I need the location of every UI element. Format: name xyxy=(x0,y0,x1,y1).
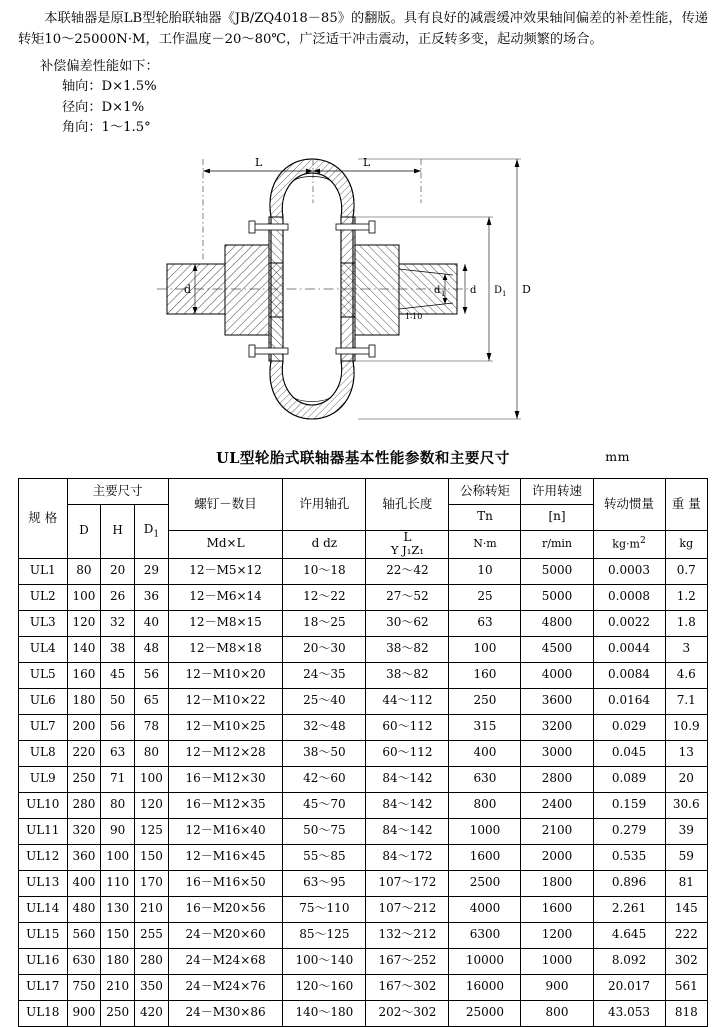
th-bore-length: 轴孔长度 xyxy=(366,478,449,530)
cell-screw: 16－M12×35 xyxy=(168,792,283,818)
cell-screw: 24－M30×86 xyxy=(168,1000,283,1026)
table-row xyxy=(19,688,708,714)
cell-len: 60～112 xyxy=(366,714,449,740)
cell-weight: 1.8 xyxy=(665,610,707,636)
cell-screw: 12－M16×45 xyxy=(168,844,283,870)
cell-len: 27～52 xyxy=(366,584,449,610)
cell-inertia: 0.0022 xyxy=(593,610,665,636)
cell-spec: UL14 xyxy=(19,896,68,922)
label-d-right: d xyxy=(470,284,477,296)
cell-weight: 20 xyxy=(665,766,707,792)
cell-len: 84～142 xyxy=(366,766,449,792)
cell-speed: 2000 xyxy=(521,844,593,870)
cell-H: 250 xyxy=(101,1000,135,1026)
cell-speed: 2800 xyxy=(521,766,593,792)
cell-D1: 255 xyxy=(135,922,169,948)
cell-speed: 900 xyxy=(521,974,593,1000)
cell-D: 400 xyxy=(67,870,101,896)
label-D: D xyxy=(522,282,531,296)
cell-len: 44～112 xyxy=(366,688,449,714)
cell-bore: 100～140 xyxy=(283,948,366,974)
cell-spec: UL15 xyxy=(19,922,68,948)
th-col-length xyxy=(366,530,449,558)
cell-screw: 12－M10×25 xyxy=(168,714,283,740)
cell-D1: 125 xyxy=(135,818,169,844)
cell-inertia: 0.045 xyxy=(593,740,665,766)
table-caption xyxy=(0,447,726,468)
th-col-bore: d dz xyxy=(283,530,366,558)
cell-weight: 7.1 xyxy=(665,688,707,714)
th-col-length-types: Y J₁Z₁ xyxy=(390,543,424,558)
cell-torque: 10000 xyxy=(449,948,521,974)
cell-weight: 222 xyxy=(665,922,707,948)
cell-screw: 12－M10×20 xyxy=(168,662,283,688)
cell-len: 22～42 xyxy=(366,558,449,584)
cell-spec: UL10 xyxy=(19,792,68,818)
table-row xyxy=(19,584,708,610)
cell-H: 26 xyxy=(101,584,135,610)
th-speed: 许用转速 xyxy=(521,478,593,504)
cell-len: 84～142 xyxy=(366,792,449,818)
cell-H: 56 xyxy=(101,714,135,740)
cell-inertia: 2.261 xyxy=(593,896,665,922)
table-row xyxy=(19,974,708,1000)
cell-torque: 400 xyxy=(449,740,521,766)
cell-inertia: 0.029 xyxy=(593,714,665,740)
cell-bore: 18～25 xyxy=(283,610,366,636)
cell-bore: 12～22 xyxy=(283,584,366,610)
cell-inertia: 0.0164 xyxy=(593,688,665,714)
cell-speed: 2400 xyxy=(521,792,593,818)
tolerance-item-radial: 径向：D×1% xyxy=(62,99,145,115)
spec-table xyxy=(18,478,708,1027)
cell-spec: UL2 xyxy=(19,584,68,610)
cell-weight: 0.7 xyxy=(665,558,707,584)
th-col-torque: Tn xyxy=(449,504,521,530)
cell-torque: 1000 xyxy=(449,818,521,844)
cell-bore: 20～30 xyxy=(283,636,366,662)
cell-spec: UL9 xyxy=(19,766,68,792)
cell-torque: 100 xyxy=(449,636,521,662)
cell-weight: 561 xyxy=(665,974,707,1000)
cell-spec: UL12 xyxy=(19,844,68,870)
cell-spec: UL17 xyxy=(19,974,68,1000)
table-row xyxy=(19,922,708,948)
cell-weight: 13 xyxy=(665,740,707,766)
cell-D: 220 xyxy=(67,740,101,766)
intro-paragraph: 本联轴器是原LB型轮胎联轴器《JB/ZQ4018－85》的翻版。具有良好的减震缓冲效果轴间偏差的补差性能，传递转矩10～25000N·M，工作温度－20～80℃，广泛适干冲击震动，正反转多变，起动频繁的场合。 xyxy=(18,11,708,48)
table-row xyxy=(19,896,708,922)
cell-spec: UL6 xyxy=(19,688,68,714)
cell-bore: 10～18 xyxy=(283,558,366,584)
cell-H: 100 xyxy=(101,844,135,870)
cell-spec: UL1 xyxy=(19,558,68,584)
cell-bore: 42～60 xyxy=(283,766,366,792)
cell-D1: 350 xyxy=(135,974,169,1000)
cell-D1: 65 xyxy=(135,688,169,714)
cell-D: 360 xyxy=(67,844,101,870)
table-row xyxy=(19,870,708,896)
cell-screw: 24－M24×68 xyxy=(168,948,283,974)
cell-D1: 56 xyxy=(135,662,169,688)
table-row xyxy=(19,662,708,688)
cell-H: 210 xyxy=(101,974,135,1000)
table-row xyxy=(19,1000,708,1026)
th-bore: 许用轴孔 xyxy=(283,478,366,530)
cell-bore: 63～95 xyxy=(283,870,366,896)
cell-speed: 3000 xyxy=(521,740,593,766)
cell-weight: 1.2 xyxy=(665,584,707,610)
th-col-screw: Md×L xyxy=(168,530,283,558)
cell-weight: 39 xyxy=(665,818,707,844)
cell-weight: 10.9 xyxy=(665,714,707,740)
cell-len: 202～302 xyxy=(366,1000,449,1026)
cell-screw: 24－M24×76 xyxy=(168,974,283,1000)
table-row xyxy=(19,766,708,792)
cell-speed: 1000 xyxy=(521,948,593,974)
cell-torque: 6300 xyxy=(449,922,521,948)
cell-torque: 315 xyxy=(449,714,521,740)
cell-len: 30～62 xyxy=(366,610,449,636)
cell-weight: 4.6 xyxy=(665,662,707,688)
cell-weight: 3 xyxy=(665,636,707,662)
th-col-D1 xyxy=(135,504,169,558)
th-col-speed: [n] xyxy=(521,504,593,530)
cell-bore: 25～40 xyxy=(283,688,366,714)
cell-D: 100 xyxy=(67,584,101,610)
cell-screw: 16－M16×50 xyxy=(168,870,283,896)
cell-H: 38 xyxy=(101,636,135,662)
cell-D1: 420 xyxy=(135,1000,169,1026)
cell-torque: 1600 xyxy=(449,844,521,870)
cell-spec: UL13 xyxy=(19,870,68,896)
cell-torque: 800 xyxy=(449,792,521,818)
cell-D: 280 xyxy=(67,792,101,818)
cell-torque: 630 xyxy=(449,766,521,792)
cell-inertia: 0.0008 xyxy=(593,584,665,610)
cell-D: 320 xyxy=(67,818,101,844)
cell-torque: 250 xyxy=(449,688,521,714)
cell-bore: 120～160 xyxy=(283,974,366,1000)
document-page xyxy=(0,8,726,1020)
cell-screw: 16－M12×30 xyxy=(168,766,283,792)
cell-D1: 100 xyxy=(135,766,169,792)
tolerance-list xyxy=(62,77,726,138)
tolerance-item-angular: 角向：1～1.5° xyxy=(62,120,151,136)
cell-len: 167～302 xyxy=(366,974,449,1000)
table-head xyxy=(19,478,708,558)
th-unit-weight: kg xyxy=(665,530,707,558)
cell-len: 167～252 xyxy=(366,948,449,974)
cell-speed: 4800 xyxy=(521,610,593,636)
cell-H: 32 xyxy=(101,610,135,636)
cell-D: 560 xyxy=(67,922,101,948)
table-row xyxy=(19,558,708,584)
table-row xyxy=(19,818,708,844)
cell-spec: UL4 xyxy=(19,636,68,662)
table-row xyxy=(19,636,708,662)
cell-D: 80 xyxy=(67,558,101,584)
cell-screw: 12－M8×15 xyxy=(168,610,283,636)
cell-D: 900 xyxy=(67,1000,101,1026)
cell-speed: 2100 xyxy=(521,818,593,844)
label-d1: d xyxy=(434,284,441,296)
cell-D: 750 xyxy=(67,974,101,1000)
cell-H: 150 xyxy=(101,922,135,948)
cell-D1: 150 xyxy=(135,844,169,870)
cell-inertia: 0.535 xyxy=(593,844,665,870)
cell-inertia: 20.017 xyxy=(593,974,665,1000)
cell-D: 180 xyxy=(67,688,101,714)
cell-spec: UL16 xyxy=(19,948,68,974)
cell-D: 200 xyxy=(67,714,101,740)
cell-speed: 5000 xyxy=(521,558,593,584)
cell-spec: UL5 xyxy=(19,662,68,688)
cell-D1: 80 xyxy=(135,740,169,766)
cell-bore: 32～48 xyxy=(283,714,366,740)
cell-D1: 170 xyxy=(135,870,169,896)
cell-speed: 5000 xyxy=(521,584,593,610)
cell-torque: 25 xyxy=(449,584,521,610)
cell-bore: 50～75 xyxy=(283,818,366,844)
table-row xyxy=(19,740,708,766)
th-unit-inertia-text: kg·m xyxy=(612,538,640,552)
cell-inertia: 0.279 xyxy=(593,818,665,844)
header-row-1 xyxy=(19,478,708,504)
cell-D1: 36 xyxy=(135,584,169,610)
cell-bore: 75～110 xyxy=(283,896,366,922)
cell-D1: 210 xyxy=(135,896,169,922)
cell-len: 107～212 xyxy=(366,896,449,922)
cell-bore: 55～85 xyxy=(283,844,366,870)
cell-screw: 12－M5×12 xyxy=(168,558,283,584)
th-col-D1-text: D xyxy=(143,521,154,536)
label-L-left: L xyxy=(255,155,263,169)
coupling-drawing xyxy=(0,141,726,441)
table-row xyxy=(19,714,708,740)
cell-inertia: 0.0044 xyxy=(593,636,665,662)
cell-spec: UL8 xyxy=(19,740,68,766)
cell-len: 84～172 xyxy=(366,844,449,870)
th-main-dims: 主要尺寸 xyxy=(67,478,168,504)
cell-speed: 1800 xyxy=(521,870,593,896)
cell-weight: 145 xyxy=(665,896,707,922)
cell-inertia: 0.0003 xyxy=(593,558,665,584)
cell-H: 110 xyxy=(101,870,135,896)
cell-D1: 280 xyxy=(135,948,169,974)
cell-H: 20 xyxy=(101,558,135,584)
cell-inertia: 43.053 xyxy=(593,1000,665,1026)
cell-bore: 24～35 xyxy=(283,662,366,688)
cell-H: 180 xyxy=(101,948,135,974)
table-row xyxy=(19,792,708,818)
cell-screw: 12－M6×14 xyxy=(168,584,283,610)
cell-screw: 24－M20×60 xyxy=(168,922,283,948)
cell-H: 45 xyxy=(101,662,135,688)
cell-screw: 12－M16×40 xyxy=(168,818,283,844)
cell-inertia: 0.896 xyxy=(593,870,665,896)
cell-len: 38～82 xyxy=(366,636,449,662)
th-col-D1-sub: 1 xyxy=(153,529,160,540)
cell-bore: 45～70 xyxy=(283,792,366,818)
cell-spec: UL11 xyxy=(19,818,68,844)
cell-weight: 59 xyxy=(665,844,707,870)
cell-len: 60～112 xyxy=(366,740,449,766)
cell-H: 130 xyxy=(101,896,135,922)
th-col-H: H xyxy=(101,504,135,558)
label-D1-sub: 1 xyxy=(502,289,507,298)
cell-D: 250 xyxy=(67,766,101,792)
cell-H: 71 xyxy=(101,766,135,792)
th-unit-inertia-sup: 2 xyxy=(639,535,646,547)
cell-spec: UL3 xyxy=(19,610,68,636)
cell-D1: 40 xyxy=(135,610,169,636)
th-col-length-L: L xyxy=(403,529,412,544)
cell-speed: 1200 xyxy=(521,922,593,948)
cell-bore: 140～180 xyxy=(283,1000,366,1026)
th-col-D: D xyxy=(67,504,101,558)
table-title: UL型轮胎式联轴器基本性能参数和主要尺寸 xyxy=(216,449,510,467)
th-unit-speed: r/min xyxy=(521,530,593,558)
cell-len: 107～172 xyxy=(366,870,449,896)
cell-inertia: 4.645 xyxy=(593,922,665,948)
table-row xyxy=(19,948,708,974)
cell-H: 90 xyxy=(101,818,135,844)
cell-D: 480 xyxy=(67,896,101,922)
cell-D1: 78 xyxy=(135,714,169,740)
cell-inertia: 0.159 xyxy=(593,792,665,818)
cell-speed: 3600 xyxy=(521,688,593,714)
cell-H: 80 xyxy=(101,792,135,818)
cell-len: 132～212 xyxy=(366,922,449,948)
cell-speed: 4000 xyxy=(521,662,593,688)
cell-screw: 12－M12×28 xyxy=(168,740,283,766)
label-D1: D xyxy=(494,284,503,296)
cell-D: 120 xyxy=(67,610,101,636)
cell-torque: 160 xyxy=(449,662,521,688)
cell-inertia: 0.0084 xyxy=(593,662,665,688)
cell-H: 63 xyxy=(101,740,135,766)
cell-speed: 1600 xyxy=(521,896,593,922)
cell-weight: 818 xyxy=(665,1000,707,1026)
label-taper: 1∶10 xyxy=(405,311,423,321)
label-d1-sub: 1 xyxy=(441,289,446,298)
table-body xyxy=(19,558,708,1026)
coupling-svg xyxy=(153,141,573,436)
cell-len: 84～142 xyxy=(366,818,449,844)
cell-bore: 85～125 xyxy=(283,922,366,948)
cell-weight: 30.6 xyxy=(665,792,707,818)
cell-inertia: 8.092 xyxy=(593,948,665,974)
cell-torque: 10 xyxy=(449,558,521,584)
unit-note: mm xyxy=(605,448,630,464)
cell-screw: 12－M10×22 xyxy=(168,688,283,714)
cell-D1: 48 xyxy=(135,636,169,662)
cell-inertia: 0.089 xyxy=(593,766,665,792)
cell-screw: 12－M8×18 xyxy=(168,636,283,662)
th-weight: 重 量 xyxy=(665,478,707,530)
table-row xyxy=(19,844,708,870)
cell-torque: 4000 xyxy=(449,896,521,922)
cell-weight: 81 xyxy=(665,870,707,896)
cell-screw: 16－M20×56 xyxy=(168,896,283,922)
cell-bore: 38～50 xyxy=(283,740,366,766)
th-unit-torque: N·m xyxy=(449,530,521,558)
cell-spec: UL18 xyxy=(19,1000,68,1026)
tolerance-title: 补偿偏差性能如下： xyxy=(40,58,159,74)
label-L-right: L xyxy=(363,155,371,169)
cell-D: 140 xyxy=(67,636,101,662)
th-inertia: 转动惯量 xyxy=(593,478,665,530)
th-torque: 公称转矩 xyxy=(449,478,521,504)
cell-speed: 3200 xyxy=(521,714,593,740)
cell-torque: 16000 xyxy=(449,974,521,1000)
label-d-left: d xyxy=(184,282,192,296)
cell-D: 630 xyxy=(67,948,101,974)
cell-speed: 4500 xyxy=(521,636,593,662)
table-row xyxy=(19,610,708,636)
cell-speed: 800 xyxy=(521,1000,593,1026)
cell-torque: 63 xyxy=(449,610,521,636)
tolerance-item-axial: 轴向：D×1.5% xyxy=(62,79,157,95)
cell-D: 160 xyxy=(67,662,101,688)
th-spec: 规 格 xyxy=(19,478,68,558)
cell-D1: 120 xyxy=(135,792,169,818)
cell-len: 38～82 xyxy=(366,662,449,688)
cell-H: 50 xyxy=(101,688,135,714)
cell-torque: 25000 xyxy=(449,1000,521,1026)
cell-spec: UL7 xyxy=(19,714,68,740)
cell-torque: 2500 xyxy=(449,870,521,896)
th-unit-inertia xyxy=(593,530,665,558)
cell-D1: 29 xyxy=(135,558,169,584)
th-screw: 螺钉－数目 xyxy=(168,478,283,530)
cell-weight: 302 xyxy=(665,948,707,974)
